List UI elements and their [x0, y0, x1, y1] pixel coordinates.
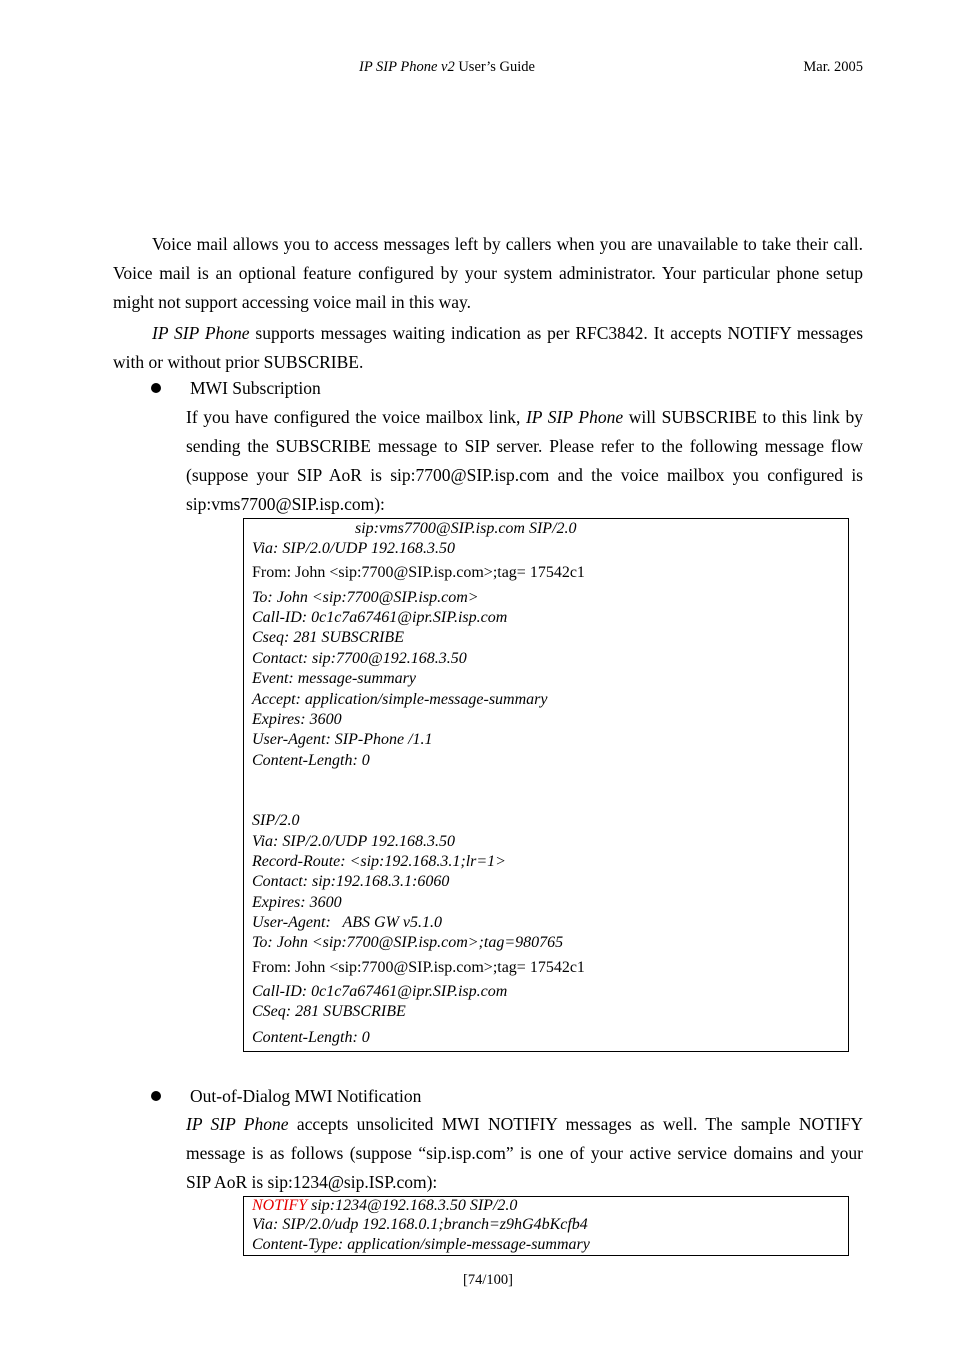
mwi-notification-text: [186, 1110, 863, 1197]
code-line: Via: SIP/2.0/udp 192.168.0.1;branch=z9hG4bKcfb4: [252, 1216, 588, 1233]
code-line: Content-Length: 0: [252, 1029, 370, 1046]
product-name: IP SIP Phone: [152, 323, 250, 343]
intro-paragraph-2: [113, 319, 863, 377]
code-line: Accept: application/simple-message-summary: [252, 691, 548, 708]
code-line: Call-ID: 0c1c7a67461@ipr.SIP.isp.com: [252, 983, 508, 1000]
code-line: Via: SIP/2.0/UDP 192.168.3.50: [252, 540, 455, 557]
page-header-date: Mar. 2005: [803, 59, 863, 75]
code-line: Expires: 3600: [252, 894, 342, 911]
product-name: IP SIP Phone: [186, 1114, 289, 1134]
intro-paragraph-2-text: supports messages waiting indication as per RFC3842. It accepts NOTIFY messages with or without prior SUBSCRIBE.: [113, 323, 864, 372]
code-line: From: John <sip:7700@SIP.isp.com>;tag= 17542c1: [252, 564, 585, 581]
mwi-subscription-text-b: will SUBSCRIBE to this link by sending the SUBSCRIBE message to SIP server. Please refer to the following message flow (suppose your SIP AoR is sip:7700@SIP.isp.com and the voice mailbox you configured is sip:vms7700@SIP.isp.com):: [186, 407, 863, 514]
notify-keyword: NOTIFY: [252, 1197, 308, 1214]
mwi-subscription-text-a: If you have configured the voice mailbox link,: [186, 407, 526, 427]
notify-message-box: [243, 1196, 849, 1256]
code-line: sip:vms7700@SIP.isp.com SIP/2.0: [355, 520, 577, 537]
mwi-notification-text-rest: accepts unsolicited MWI NOTIFIY messages as well. The sample NOTIFY message is as follows (suppose “sip.isp.com” is one of your active service domains and your SIP AoR is sip:1234@sip.ISP.com):: [186, 1114, 863, 1192]
bullet-label: MWI Subscription: [190, 378, 321, 398]
header-guide: User’s Guide: [454, 59, 535, 75]
code-line: CSeq: 281 SUBSCRIBE: [252, 1003, 406, 1020]
code-line: Expires: 3600: [252, 711, 342, 728]
code-line: Record-Route: <sip:192.168.3.1;lr=1>: [252, 853, 506, 870]
code-line: User-Agent: ABS GW v5.1.0: [252, 914, 443, 931]
subscribe-message-box: [243, 518, 849, 1052]
intro-paragraph-1: Voice mail allows you to access messages left by callers when you are unavailable to take their call. Voice mail is an optional feature configured by your system administrator. Your particular phone setup might not support accessing voice mail in this way.: [113, 234, 863, 312]
code-line: From: John <sip:7700@SIP.isp.com>;tag= 17542c1: [252, 959, 585, 976]
bullet-dot-icon: [151, 1091, 161, 1101]
code-line: To: John <sip:7700@SIP.isp.com>;tag=980765: [252, 934, 564, 951]
code-line: Call-ID: 0c1c7a67461@ipr.SIP.isp.com: [252, 609, 508, 626]
product-name: IP SIP Phone: [525, 407, 624, 427]
code-line: Cseq: 281 SUBSCRIBE: [252, 629, 404, 646]
code-line: To: John <sip:7700@SIP.isp.com>: [252, 589, 479, 606]
code-line: [252, 1197, 517, 1215]
page-header-title: [0, 59, 894, 76]
notify-request-uri: sip:1234@192.168.3.50 SIP/2.0: [307, 1197, 518, 1214]
code-line: Event: message-summary: [252, 670, 416, 687]
code-line: SIP/2.0: [252, 812, 300, 829]
code-line: Content-Length: 0: [252, 752, 370, 769]
code-line: Contact: sip:192.168.3.1:6060: [252, 873, 450, 890]
page-number: [74/100]: [463, 1272, 513, 1288]
code-line: Via: SIP/2.0/UDP 192.168.3.50: [252, 833, 455, 850]
bullet-dot-icon: [151, 383, 161, 393]
header-product: IP SIP Phone v2: [359, 59, 455, 75]
code-line: Contact: sip:7700@192.168.3.50: [252, 650, 467, 667]
bullet-label: Out-of-Dialog MWI Notification: [190, 1086, 422, 1106]
code-line: User-Agent: SIP-Phone /1.1: [252, 731, 433, 748]
code-line: Content-Type: application/simple-message-summary: [252, 1236, 590, 1253]
mwi-subscription-text: [186, 403, 863, 519]
